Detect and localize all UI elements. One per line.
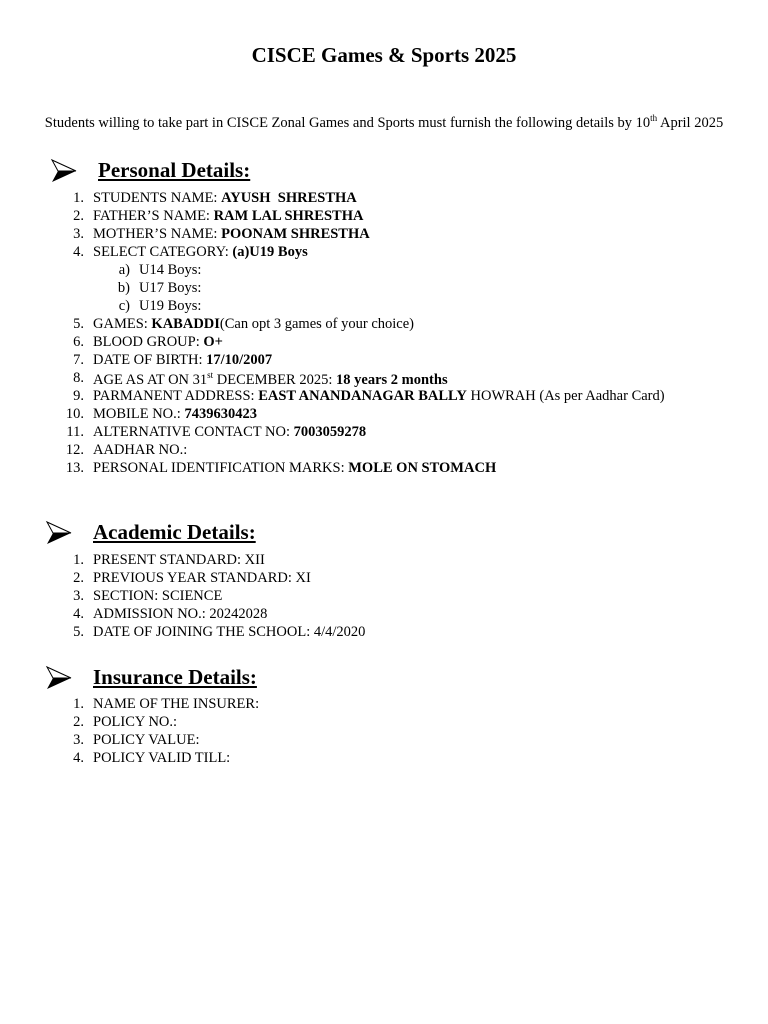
intro-superscript: th: [650, 113, 658, 123]
list-item: [0, 714, 768, 732]
item-number: 1.: [73, 696, 84, 712]
sub-list-item: [0, 298, 768, 316]
field-value: O+: [203, 334, 223, 350]
item-text: POLICY NO.:: [93, 714, 178, 730]
field-label: BLOOD GROUP:: [93, 334, 204, 350]
item-number: 2.: [73, 570, 84, 586]
field-label: DECEMBER 2025:: [213, 371, 337, 388]
item-number: 2.: [73, 208, 84, 224]
item-text: ADMISSION NO.: 20242028: [93, 606, 268, 622]
list-item: [0, 624, 768, 642]
item-number: 4.: [73, 606, 84, 622]
sub-item-letter: b): [117, 280, 130, 296]
list-item: [0, 352, 768, 370]
list-item: [0, 696, 768, 714]
list-item: [0, 208, 768, 226]
list-item: [0, 442, 768, 460]
field-label: AADHAR NO.:: [93, 442, 188, 458]
item-number: 13.: [65, 460, 84, 476]
list-item: [0, 606, 768, 624]
item-number: 7.: [73, 352, 84, 368]
field-label: MOBILE NO.:: [93, 406, 185, 422]
list-item: [0, 750, 768, 768]
field-value: POONAM SHRESTHA: [221, 226, 370, 242]
field-label: DATE OF BIRTH:: [93, 352, 207, 368]
field-label-superscript: st: [207, 370, 214, 380]
sub-item-letter: a): [118, 262, 130, 278]
field-label: ALTERNATIVE CONTACT NO:: [93, 424, 294, 440]
item-number: 5.: [73, 316, 84, 332]
field-value: KABADDI: [151, 316, 220, 332]
list-item: [0, 552, 768, 570]
list-item: [0, 388, 768, 406]
intro-paragraph: [40, 109, 728, 133]
intro-text: Students willing to take part in CISCE Zonal Games and Sports must furnish the following details by 10: [44, 114, 651, 131]
personal-details-list: [0, 190, 768, 478]
arrow-bullet-icon: [45, 665, 73, 691]
sub-list-item: [0, 262, 768, 280]
item-number: 3.: [73, 226, 84, 242]
arrow-bullet-icon: [45, 520, 73, 546]
field-label: FATHER’S NAME:: [93, 208, 214, 224]
sub-item-letter: c): [118, 298, 130, 314]
item-text: POLICY VALUE:: [93, 732, 200, 748]
sub-item-text: U17 Boys:: [139, 280, 202, 296]
list-item: [0, 334, 768, 352]
field-value: 7003059278: [293, 424, 367, 440]
item-text: SECTION: SCIENCE: [93, 588, 223, 604]
item-number: 6.: [73, 334, 84, 350]
item-number: 12.: [65, 442, 84, 458]
field-label: AGE AS AT ON 31: [93, 371, 208, 388]
list-item: [0, 244, 768, 262]
list-item: [0, 316, 768, 334]
item-text: NAME OF THE INSURER:: [93, 696, 260, 712]
field-value: RAM LAL SHRESTHA: [213, 208, 364, 224]
personal-details-heading: Personal Details:: [98, 158, 251, 182]
field-value: (a)U19 Boys: [232, 244, 308, 260]
field-note: (Can opt 3 games of your choice): [219, 316, 414, 332]
item-text: PRESENT STANDARD: XII: [93, 552, 265, 568]
field-label: STUDENTS NAME:: [93, 190, 222, 206]
item-number: 5.: [73, 624, 84, 640]
academic-details-list: [0, 552, 768, 642]
list-item: [0, 732, 768, 750]
list-item: [0, 460, 768, 478]
field-value: 18 years 2 months: [336, 371, 448, 388]
item-number: 1.: [73, 190, 84, 206]
insurance-details-heading: Insurance Details:: [93, 665, 257, 689]
list-item: [0, 588, 768, 606]
sub-item-text: U19 Boys:: [139, 298, 202, 314]
item-number: 2.: [73, 714, 84, 730]
item-number: 4.: [73, 244, 84, 260]
field-value: 7439630423: [184, 406, 257, 422]
list-item: [0, 226, 768, 244]
item-number: 11.: [66, 424, 84, 440]
item-number: 3.: [73, 588, 84, 604]
list-item: [0, 190, 768, 208]
academic-details-heading: Academic Details:: [93, 520, 256, 544]
sub-item-text: U14 Boys:: [139, 262, 202, 278]
item-text: DATE OF JOINING THE SCHOOL: 4/4/2020: [93, 624, 366, 640]
field-value: EAST ANANDANAGAR BALLY: [258, 388, 467, 404]
field-note: HOWRAH (As per Aadhar Card): [466, 388, 665, 404]
arrow-bullet-icon: [50, 158, 78, 184]
field-label: MOTHER’S NAME:: [93, 226, 222, 242]
list-item: [0, 370, 768, 388]
list-item: [0, 424, 768, 442]
item-text: POLICY VALID TILL:: [93, 750, 231, 766]
field-value: AYUSH SHRESTHA: [221, 190, 357, 206]
item-number: 10.: [65, 406, 84, 422]
list-item: [0, 406, 768, 424]
item-number: 3.: [73, 732, 84, 748]
item-number: 8.: [73, 370, 84, 386]
list-item: [0, 570, 768, 588]
insurance-details-list: [0, 696, 768, 768]
item-number: 4.: [73, 750, 84, 766]
document-title: CISCE Games & Sports 2025: [251, 43, 517, 67]
field-value: 17/10/2007: [206, 352, 273, 368]
item-text: PREVIOUS YEAR STANDARD: XI: [93, 570, 311, 586]
field-label: GAMES:: [93, 316, 152, 332]
field-label: PERSONAL IDENTIFICATION MARKS:: [93, 460, 349, 476]
field-label: SELECT CATEGORY:: [93, 244, 233, 260]
intro-date-text: April 2025: [659, 114, 724, 131]
sub-list-item: [0, 280, 768, 298]
item-number: 1.: [73, 552, 84, 568]
field-value: MOLE ON STOMACH: [348, 460, 497, 476]
field-label: PARMANENT ADDRESS:: [93, 388, 259, 404]
item-number: 9.: [73, 388, 84, 404]
